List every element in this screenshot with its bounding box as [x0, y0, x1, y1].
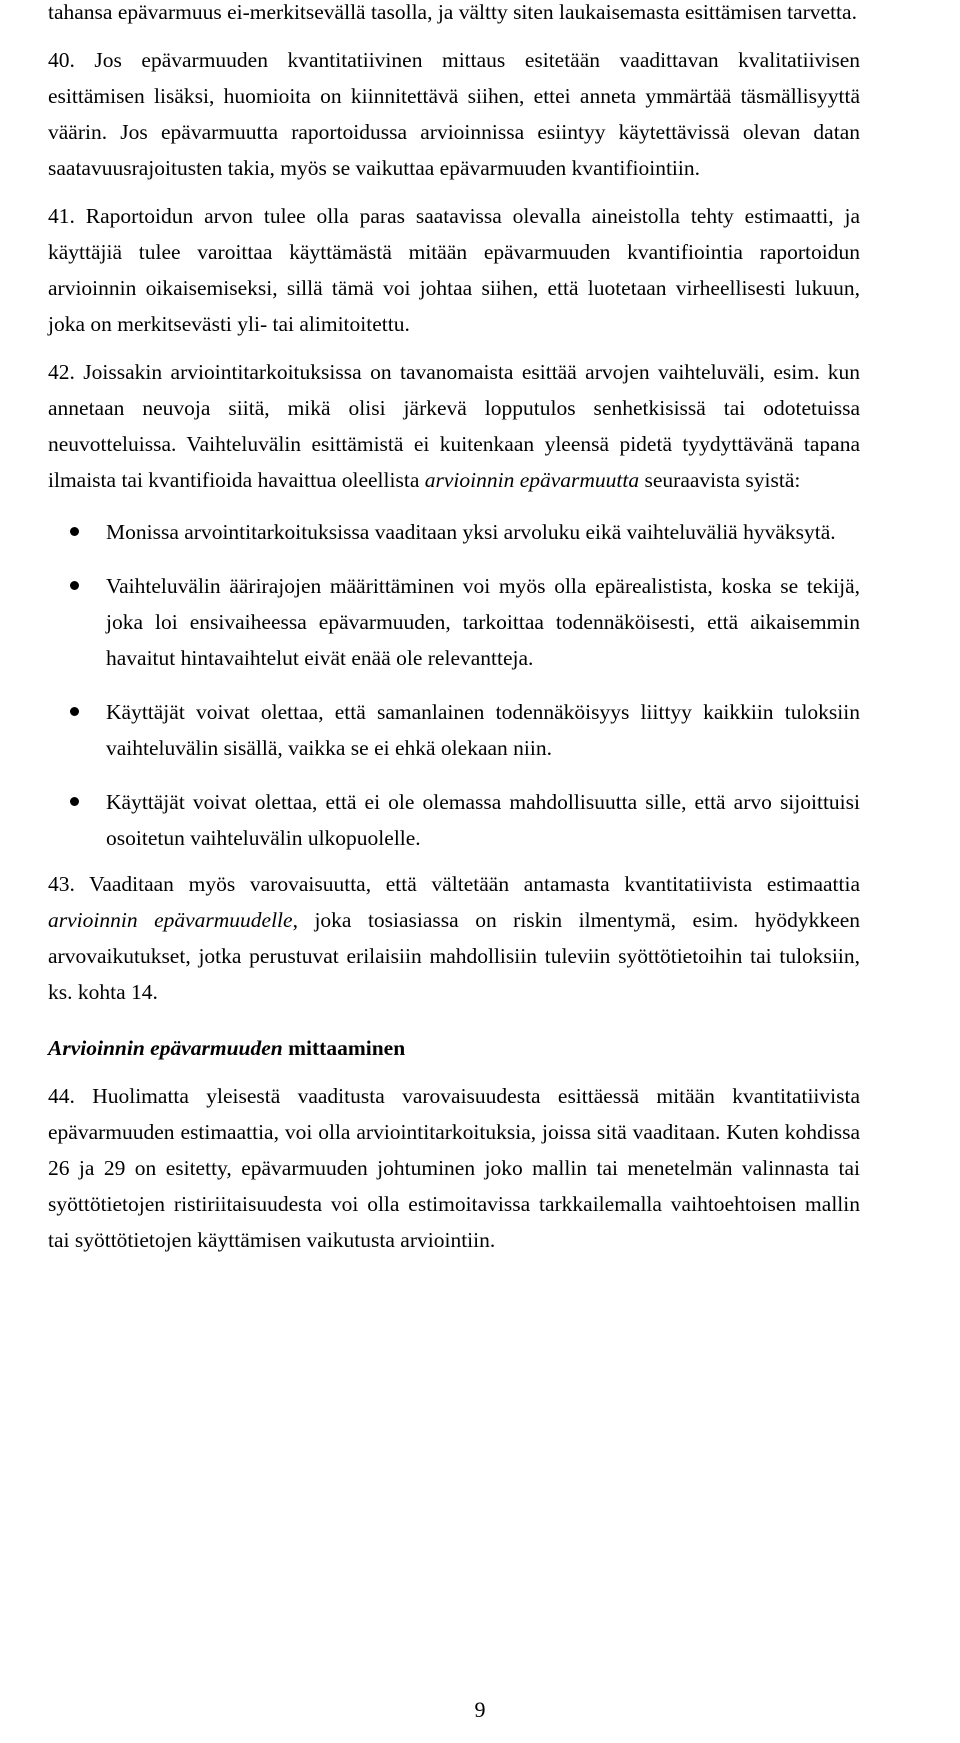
list-item: Käyttäjät voivat olettaa, että ei ole olemassa mahdollisuutta sille, että arvo sijoittuisi osoitetun vaihteluvälin ulkopuolelle. [48, 784, 860, 856]
bullet-icon [70, 707, 79, 716]
section-heading [48, 1030, 860, 1066]
paragraph-43 [48, 866, 860, 1010]
paragraph-text: Jos epävarmuuden kvantitatiivinen mittaus esitetään vaadittavan kvalitatiivisen esittämisen lisäksi, huomioita on kiinnitettävä siihen, ettei anneta ymmärtää täsmällisyyttä väärin. Jos epävarmuutta raportoidussa arvioinnissa esiintyy käytettävissä olevan datan saatavuusrajoitusten takia, myös se vaikuttaa epävarmuuden kvantifiointiin. [48, 48, 860, 180]
intro-paragraph: tahansa epävarmuus ei-merkitsevällä tasolla, ja vältty siten laukaisemasta esittämisen tarvetta. [48, 0, 857, 24]
paragraph-italic-term: arvioinnin epävarmuutta [424, 468, 640, 492]
paragraph-40 [48, 42, 860, 186]
list-item: Käyttäjät voivat olettaa, että samanlainen todennäköisyys liittyy kaikkiin tuloksiin vaihteluvälin sisällä, vaikka se ei ehkä olekaan niin. [48, 694, 860, 766]
paragraph-text: Joissakin arviointitarkoituksissa on tavanomaista esittää arvojen vaihteluväli, esim. kun annetaan neuvoja siitä, mikä olisi järkevä lopputulos senhetkisissä tai odotetuissa neuvotteluissa. Vaihteluvälin esittämistä ei kuitenkaan yleensä pidetä tyydyttävänä tapana ilmaista tai kvantifioida havaittua oleellista [48, 360, 861, 492]
paragraph-number: 41. [48, 204, 75, 228]
paragraph-text: Vaaditaan myös varovaisuutta, että vältetään antamasta kvantitatiivista estimaattia [89, 872, 860, 896]
paragraph-number: 40. [48, 48, 75, 72]
list-item: Vaihteluvälin äärirajojen määrittäminen voi myös olla epärealistista, koska se tekijä, joka loi ensivaiheessa epävarmuuden, tarkoittaa todennäköisesti, että aikaisemmin havaitut hintavaihtelut eivät enää ole relevantteja. [48, 568, 860, 676]
heading-italic: Arvioinnin epävarmuuden [48, 1036, 283, 1060]
document-page [48, 0, 860, 1258]
paragraph-number: 42. [48, 360, 75, 384]
paragraph-text: Raportoidun arvon tulee olla paras saatavissa olevalla aineistolla tehty estimaatti, ja käyttäjiä tulee varoittaa käyttämästä mitään epävarmuuden kvantifiointia raportoidun arvioinnin oikaisemiseksi, sillä tämä voi johtaa siihen, että luotetaan virheellisesti lukuun, joka on merkitsevästi yli- tai alimitoitettu. [48, 204, 860, 336]
bullet-list [48, 514, 860, 856]
paragraph-44 [48, 1078, 860, 1258]
bullet-icon [70, 581, 79, 590]
page-number: 9 [474, 1697, 486, 1722]
paragraph-number: 43. [48, 872, 75, 896]
paragraph-text-end: seuraavista syistä: [639, 468, 801, 492]
heading-plain: mittaaminen [282, 1036, 406, 1060]
paragraph-italic-term: arvioinnin epävarmuudelle [48, 908, 293, 932]
paragraph-text: Huolimatta yleisestä vaaditusta varovaisuudesta esittäessä mitään kvantitatiivista epävarmuuden estimaattia, voi olla arviointitarkoituksia, joissa sitä vaaditaan. Kuten kohdissa 26 ja 29 on esitetty, epävarmuuden johtuminen joko mallin tai menetelmän valinnasta tai syöttötietojen ristiriitaisuudesta voi olla estimoitavissa tarkkailemalla vaihtoehtoisen mallin tai syöttötietojen käyttämisen vaikutusta arviointiin. [48, 1084, 861, 1252]
list-item: Monissa arvointitarkoituksissa vaaditaan yksi arvoluku eikä vaihteluväliä hyväksytä. [48, 514, 860, 550]
paragraph-41 [48, 198, 860, 342]
bullet-icon [70, 797, 79, 806]
bullet-icon [70, 527, 79, 536]
paragraph-number: 44. [48, 1084, 75, 1108]
paragraph-text-end: , joka tosiasiassa on riskin ilmentymä, esim. hyödykkeen arvovaikutukset, jotka perustuvat erilaisiin mahdollisiin tuleviin syöttötietoihin tai tuloksiin, ks. kohta 14. [48, 908, 860, 1004]
paragraph-42 [48, 354, 860, 498]
